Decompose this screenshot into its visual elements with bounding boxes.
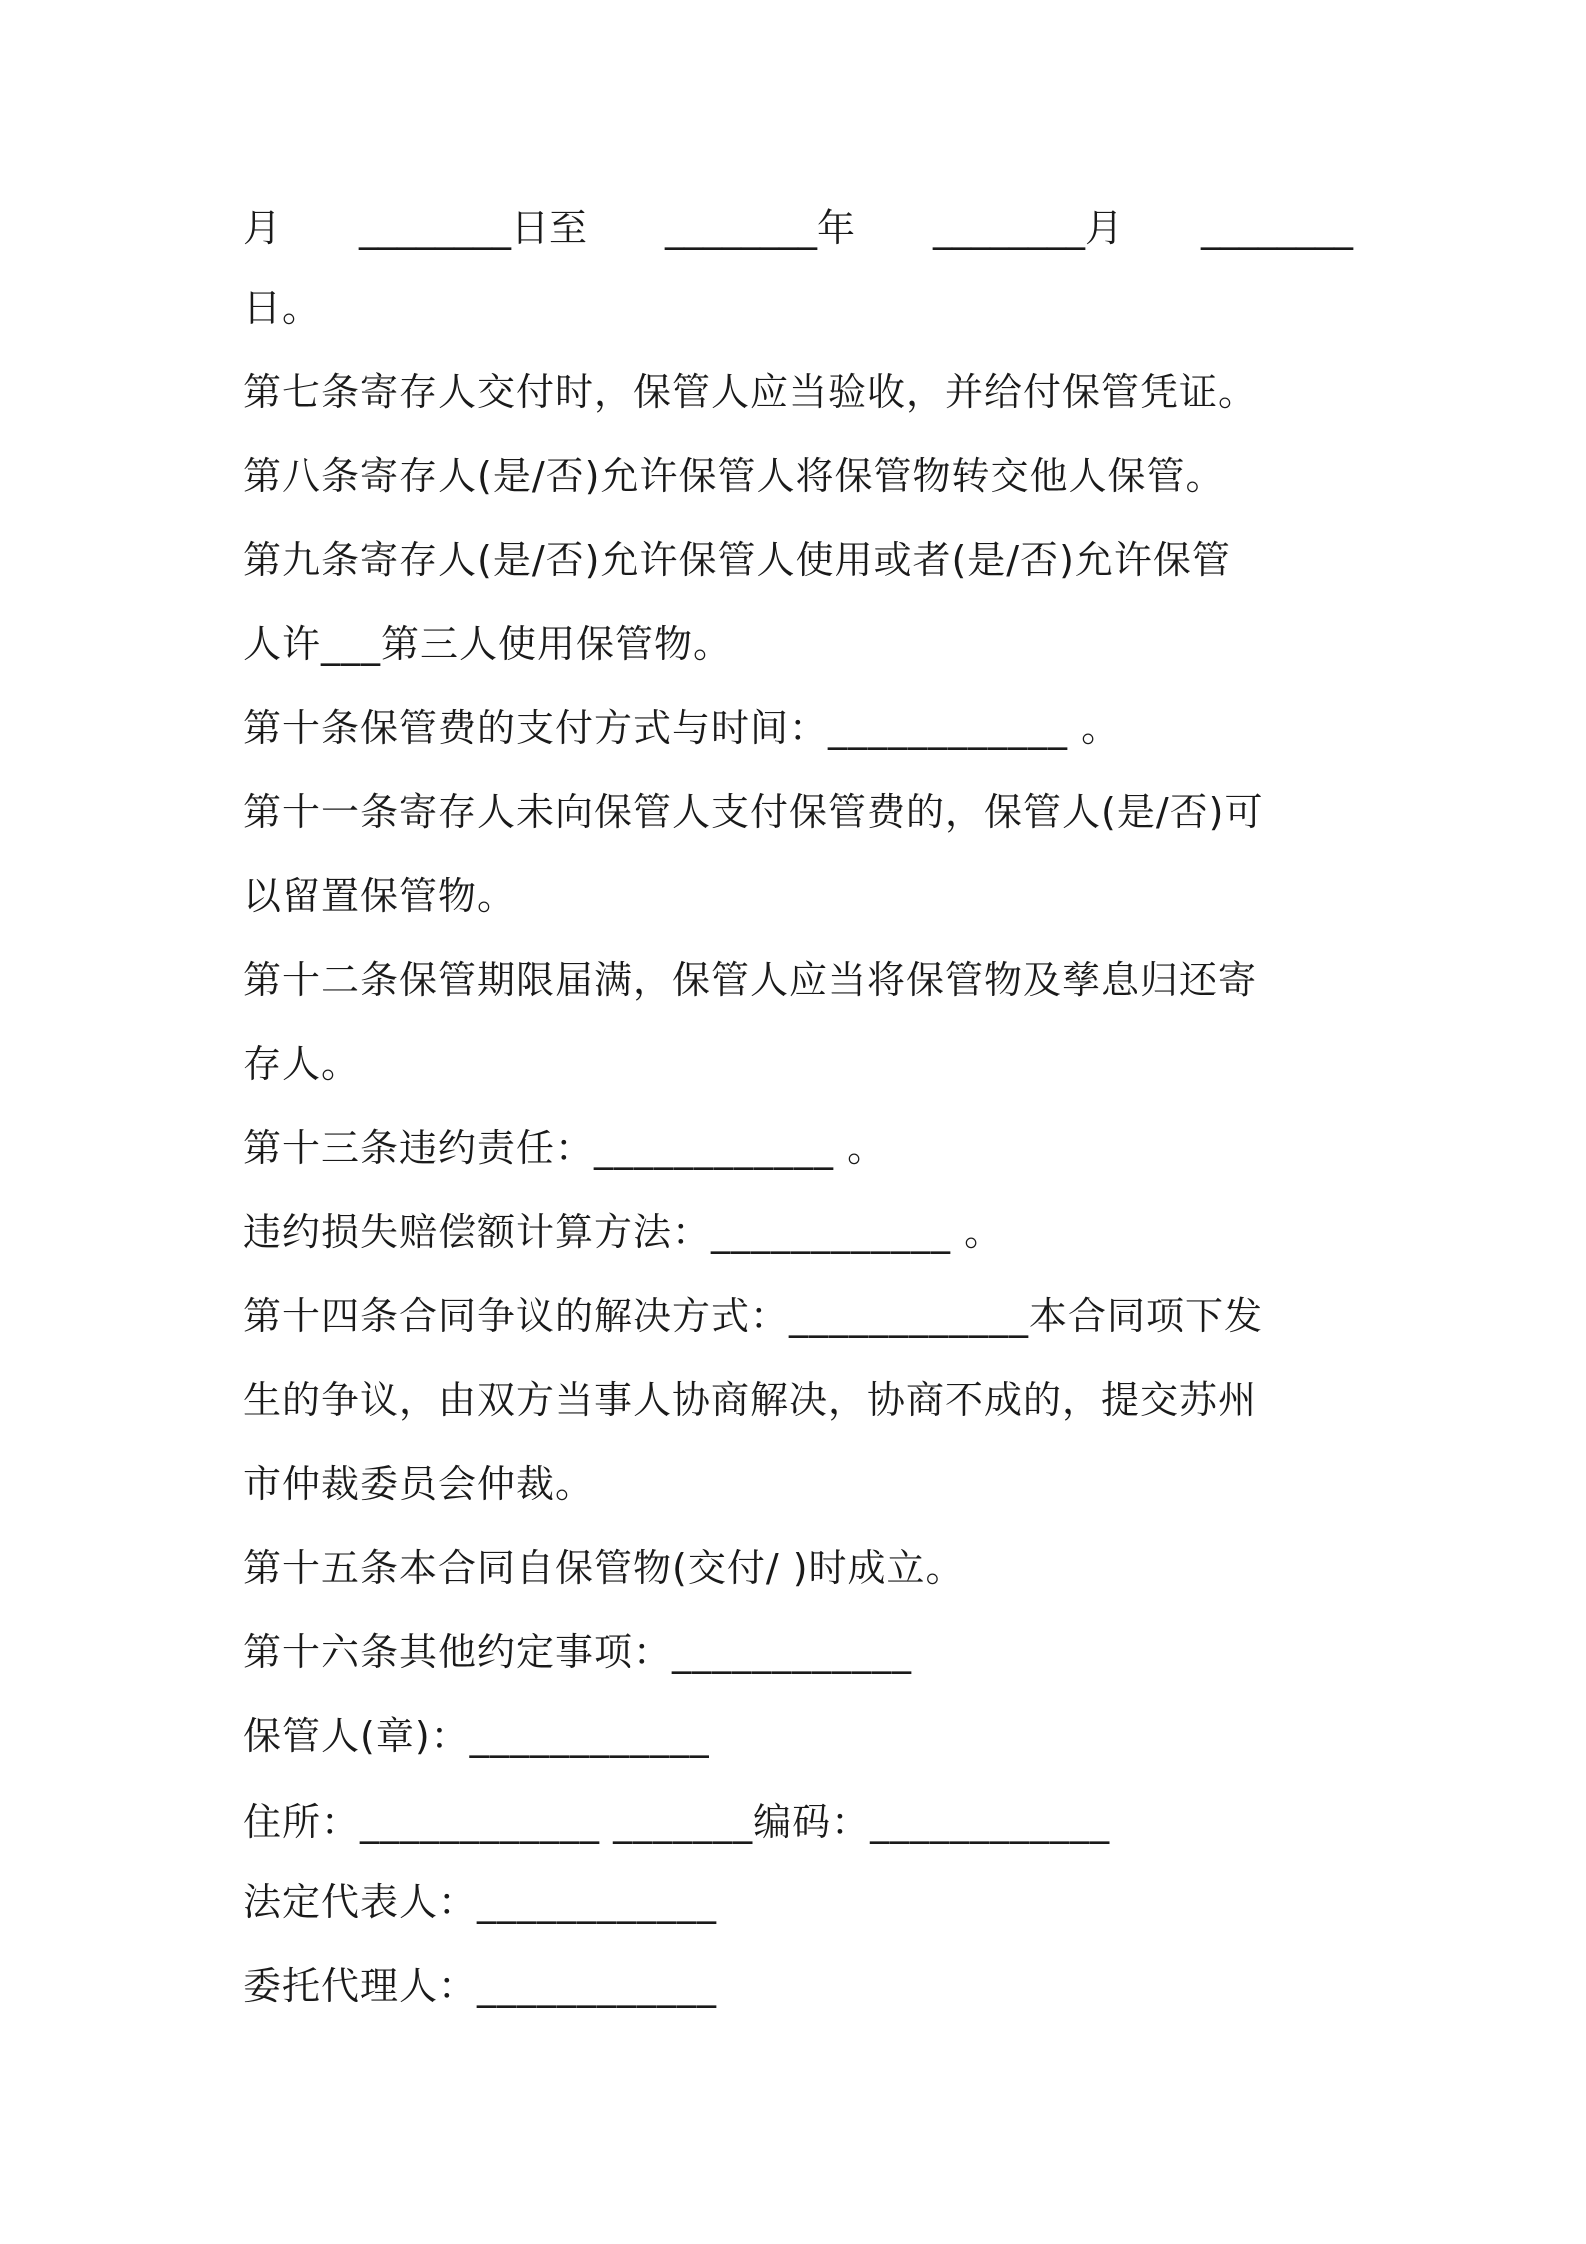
text-line: 法定代表人：____________	[243, 1880, 718, 1924]
text-line: 第十二条保管期限届满，保管人应当将保管物及孳息归还寄	[243, 958, 1258, 1002]
text-line: 存人。	[243, 1042, 361, 1086]
date-month: ________月	[933, 206, 1124, 250]
text-line: 市仲裁委员会仲裁。	[243, 1462, 595, 1506]
text-line: 人许___第三人使用保管物。	[243, 622, 733, 666]
text-line: 日。	[243, 286, 322, 330]
text-line: 生的争议，由双方当事人协商解决，协商不成的，提交苏州	[243, 1378, 1258, 1422]
text-line: 第八条寄存人(是/否)允许保管人将保管物转交他人保管。	[243, 454, 1225, 498]
text-line: 第七条寄存人交付时，保管人应当验收，并给付保管凭证。	[243, 370, 1258, 414]
text-line: 第十一条寄存人未向保管人支付保管费的，保管人(是/否)可	[243, 790, 1264, 834]
text-line: 第十六条其他约定事项：____________	[243, 1630, 913, 1674]
text-line: 住所：____________ _______编码：____________	[243, 1800, 1111, 1844]
date-line	[243, 203, 1353, 253]
date-month-label: 月	[243, 206, 282, 250]
text-line: 保管人(章)：____________	[243, 1714, 710, 1758]
text-line: 第十条保管费的支付方式与时间：____________ 。	[243, 706, 1121, 750]
text-line: 第十四条合同争议的解决方式：____________本合同项下发	[243, 1294, 1264, 1338]
text-line: 第十三条违约责任：____________ 。	[243, 1126, 887, 1170]
date-day-to: ________日至	[359, 206, 588, 250]
text-line: 第九条寄存人(是/否)允许保管人使用或者(是/否)允许保管	[243, 538, 1231, 582]
text-line: 违约损失赔偿额计算方法：____________ 。	[243, 1210, 1004, 1254]
date-year: ________年	[665, 206, 856, 250]
text-line: 以留置保管物。	[243, 874, 517, 918]
date-blank: ________	[1201, 206, 1353, 250]
text-line: 委托代理人：____________	[243, 1964, 718, 2008]
text-line: 第十五条本合同自保管物(交付/ )时成立。	[243, 1546, 965, 1590]
